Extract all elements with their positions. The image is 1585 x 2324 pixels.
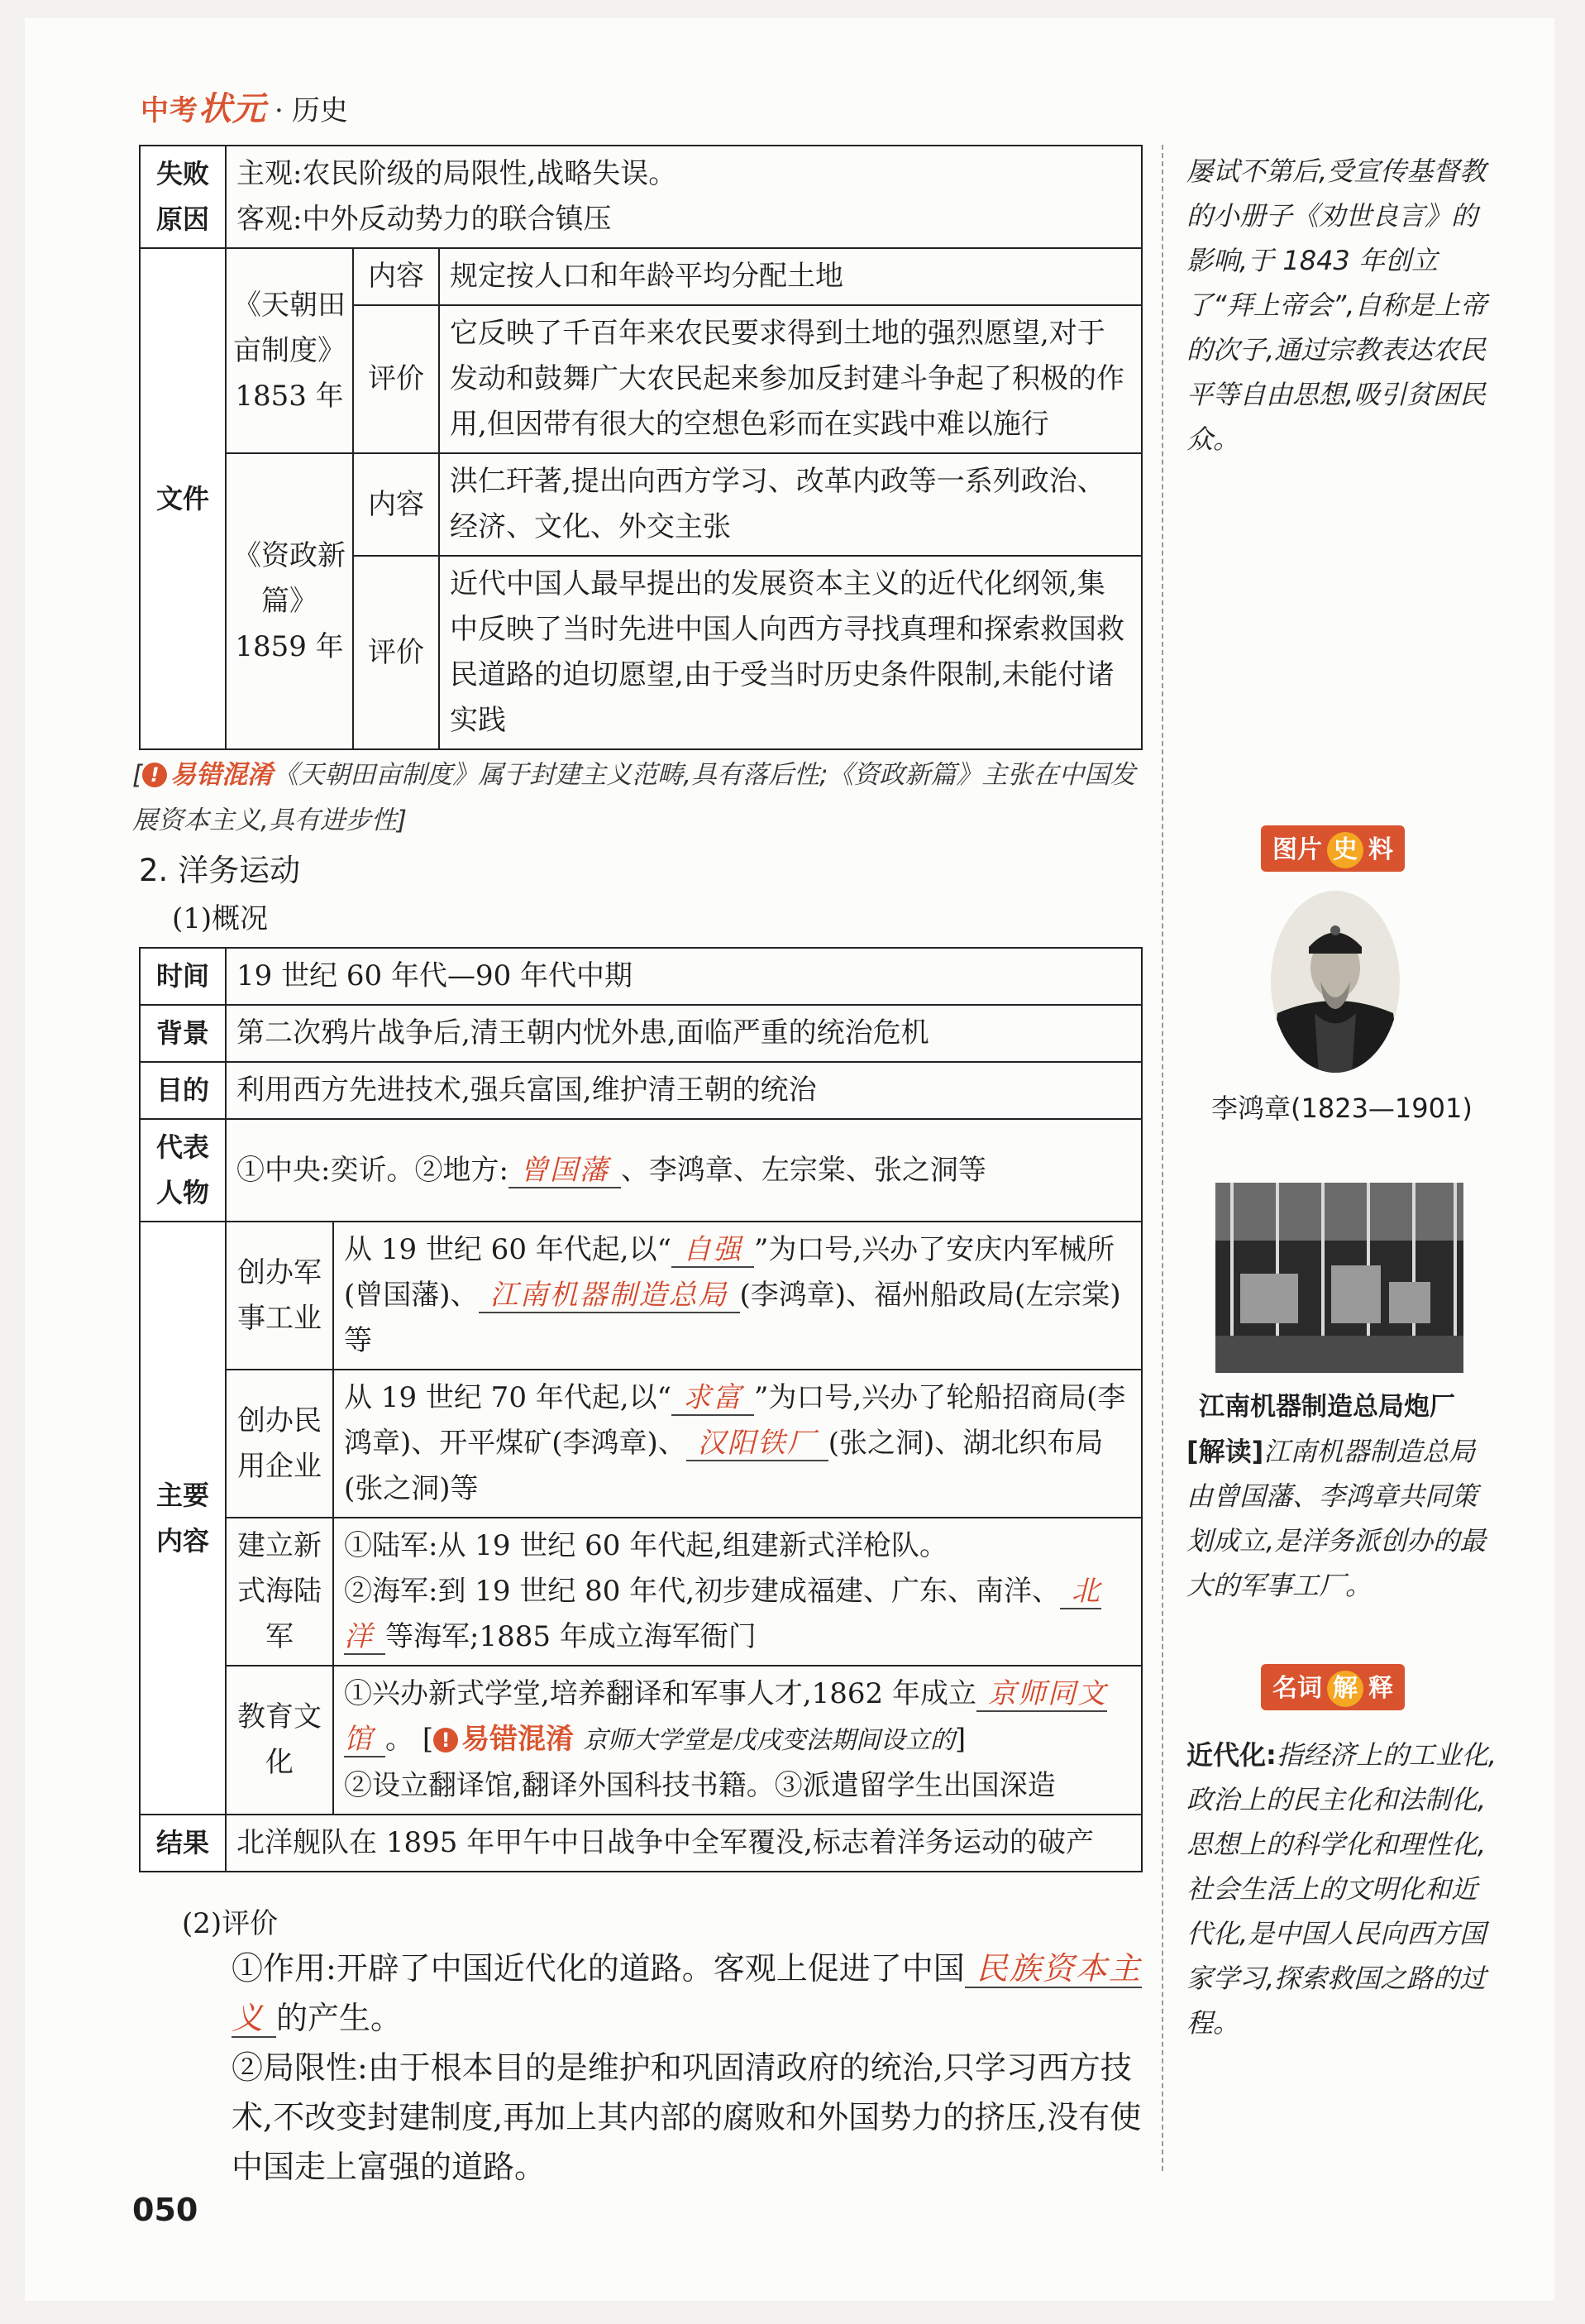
westernization-table [139, 947, 1143, 1872]
term-definition: 近代化:指经济上的工业化,政治上的民主化和法制化,思想上的科学化和理性化,社会生活上的文明化和近代化,是中国人民向西方国家学习,探索救国之路的过程。 [1186, 1739, 1497, 2039]
exclamation-icon: ! [142, 763, 167, 787]
confusion-note: [ ! 易错混淆《天朝田亩制度》属于封建主义范畴,具有落后性;《资政新篇》主张在中国发展资本主义,具有进步性] [132, 760, 1136, 835]
page-header: 中考状元 · 历史 [141, 90, 348, 128]
table-row: 建立新式海陆军 ①陆军:从 19 世纪 60 年代起,组建新式洋枪队。 ②海军:到 19 世纪 80 年代,初步建成福建、广东、南洋、 北洋 等海军;1885 年成立海军衙门 [140, 1518, 1142, 1666]
subsection-title: (1)概况 [172, 902, 269, 935]
answer-blank: 自强 [671, 1233, 754, 1268]
answer-blank: 曾国藩 [508, 1154, 621, 1188]
table-row: 代表人物 ①中央:奕䜣。②地方: 曾国藩 、李鸿章、左宗棠、张之洞等 [140, 1119, 1142, 1222]
exclamation-icon: ! [433, 1728, 458, 1753]
interpretation-note: [解读]江南机器制造总局由曾国藩、李鸿章共同策划成立,是洋务派创办的最大的军事工厂。 [1186, 1436, 1487, 1601]
doc2-name: 《资政新篇》1859 年 [226, 453, 353, 749]
page-number: 050 [132, 2192, 198, 2228]
doc1-eval: 它反映了千百年来农民要求得到土地的强烈愿望,对于发动和鼓舞广大农民起来参加反封建斗争起了积极的作用,但因带有很大的空想色彩而在实践中难以施行 [439, 305, 1142, 453]
brand-logo: 中考状元 [141, 90, 266, 128]
table-row: 评价 它反映了千百年来农民要求得到土地的强烈愿望,对于发动和鼓舞广大农民起来参加反封建斗争起了积极的作用,但因带有很大的空想色彩而在实践中难以施行 [140, 305, 1142, 453]
evaluation-effect: ①作用:开辟了中国近代化的道路。客观上促进了中国 民族资本主义 的产生。 [232, 1950, 1142, 2036]
table-row: 教育文化 ①兴办新式学堂,培养翻译和军事人才,1862 年成立 京师同文馆 。 [ ! 易错混淆 京师大学堂是戊戌变法期间设立的] ②设立翻译馆,翻译外国科技书籍。③派遣留学生出国深造 [140, 1666, 1142, 1815]
doc1-content: 规定按人口和年龄平均分配土地 [439, 248, 1142, 305]
failure-label: 失败原因 [140, 146, 226, 248]
table-row: 文件 《天朝田亩制度》1853 年 内容 规定按人口和年龄平均分配土地 [140, 248, 1142, 305]
arsenal-photo [1215, 1183, 1463, 1373]
doc2-content: 洪仁玕著,提出向西方学习、改革内政等一系列政治、经济、文化、外交主张 [439, 453, 1142, 556]
warning-tag: ! 易错混淆 [433, 1723, 574, 1756]
sidebar-note: 屡试不第后,受宣传基督教的小册子《劝世良言》的影响,于 1843 年创立了“拜上帝会”,自称是上帝的次子,通过宗教表达农民平等自由思想,吸引贫困民众。 [1186, 155, 1487, 455]
photo-caption: 江南机器制造总局炮厂 [1199, 1392, 1455, 1422]
subsection-title: (2)评价 [182, 1907, 279, 1940]
section-title: 2. 洋务运动 [139, 853, 301, 888]
table-row [140, 146, 1142, 248]
doc-label: 文件 [140, 248, 226, 749]
answer-blank: 民族资本主义 [232, 1950, 1142, 2036]
answer-blank: 北洋 [344, 1575, 1102, 1653]
table-row: 《资政新篇》1859 年 内容 洪仁玕著,提出向西方学习、改革内政等一系列政治、经济、文化、外交主张 [140, 453, 1142, 556]
table-row: 结果 北洋舰队在 1895 年甲午中日战争中全军覆没,标志着洋务运动的破产 [140, 1815, 1142, 1872]
doc2-eval: 近代中国人最早提出的发展资本主义的近代化纲领,集中反映了当时先进中国人向西方寻找真理和探索救国救民道路的迫切愿望,由于受当时历史条件限制,未能付诸实践 [439, 556, 1142, 749]
answer-blank: 京师同文馆 [344, 1677, 1107, 1756]
term-explanation-badge: 名词 解 释 [1261, 1664, 1405, 1710]
table-row: 创办民用企业 从 19 世纪 70 年代起,以“ 求富 ”为口号,兴办了轮船招商局(李鸿章)、开平煤矿(李鸿章)、 汉阳铁厂 (张之洞)、湖北织布局(张之洞)等 [140, 1370, 1142, 1518]
table-row: 背景 第二次鸦片战争后,清王朝内忧外患,面临严重的统治危机 [140, 1005, 1142, 1062]
answer-blank: 江南机器制造总局 [479, 1279, 740, 1313]
warning-tag: ! 易错混淆 [142, 760, 273, 790]
picture-source-badge: 图片 史 料 [1261, 825, 1405, 872]
failure-cell: 主观:农民阶级的局限性,战略失误。 客观:中外反动势力的联合镇压 [226, 146, 1142, 248]
column-divider [1162, 145, 1163, 2171]
subject-title: 历史 [291, 94, 348, 127]
answer-blank: 汉阳铁厂 [686, 1427, 828, 1461]
li-hongzhang-portrait [1269, 889, 1401, 1075]
evaluation-limitation: ②局限性:由于根本目的是维护和巩固清政府的统治,只学习西方技术,不改变封建制度,再加上其内部的腐败和外国势力的挤压,没有使中国走上富强的道路。 [232, 2049, 1142, 2185]
doc1-name: 《天朝田亩制度》1853 年 [226, 248, 353, 453]
taiping-table [139, 145, 1143, 750]
table-row: 目的 利用西方先进技术,强兵富国,维护清王朝的统治 [140, 1062, 1142, 1119]
table-row: 时间 19 世纪 60 年代—90 年代中期 [140, 948, 1142, 1005]
portrait-caption: 李鸿章(1823—1901) [1211, 1093, 1473, 1124]
table-row: 评价 近代中国人最早提出的发展资本主义的近代化纲领,集中反映了当时先进中国人向西方寻找真理和探索救国救民道路的迫切愿望,由于受当时历史条件限制,未能付诸实践 [140, 556, 1142, 749]
table-row: 主要内容 创办军事工业 从 19 世纪 60 年代起,以“ 自强 ”为口号,兴办了安庆内军械所(曾国藩)、 江南机器制造总局 (李鸿章)、福州船政局(左宗棠)等 [140, 1222, 1142, 1370]
answer-blank: 求富 [671, 1381, 754, 1416]
